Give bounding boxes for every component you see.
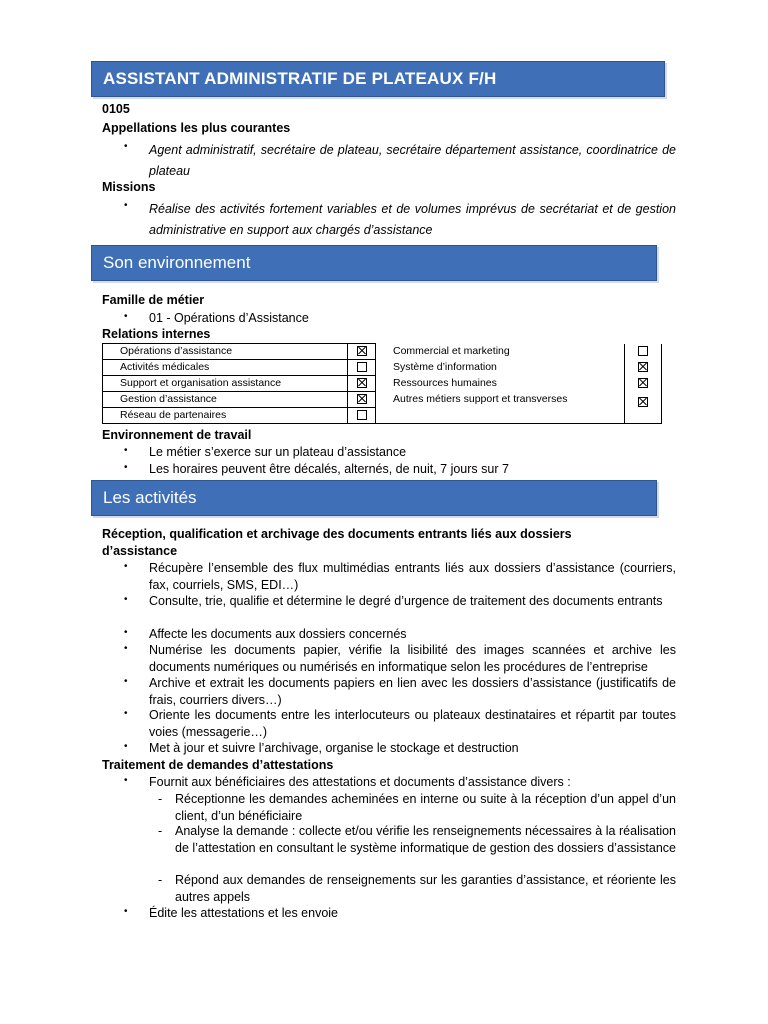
relation-checkbox[interactable]	[357, 346, 367, 356]
relation-label: Activités médicales	[103, 360, 348, 376]
list-item: Met à jour et suivre l’archivage, organise le stockage et destruction	[149, 741, 519, 755]
relation-checkbox[interactable]	[357, 362, 367, 372]
dash-icon: -	[158, 873, 163, 887]
section-banner-environnement	[91, 245, 657, 281]
section-banner-activites	[91, 480, 657, 516]
list-item: Récupère l’ensemble des flux multimédias entrants liés aux dossiers d’assistance (courriers, fax, courriels, SMS, EDI…)	[149, 561, 676, 592]
reception-heading: Réception, qualification et archivage des documents entrants liés aux dossiers	[102, 527, 572, 541]
missions-item: Réalise des activités fortement variables et de volumes imprévus de secrétariat et de gestion administrative en support aux chargés d’assistance	[149, 202, 676, 237]
table-row	[103, 344, 662, 360]
bullet-icon: •	[124, 906, 128, 917]
bullet-icon: •	[124, 775, 128, 786]
section-title: Les activités	[103, 488, 197, 507]
list-item: Affecte les documents aux dossiers concernés	[149, 627, 407, 641]
bullet-icon: •	[124, 462, 128, 473]
bullet-icon: •	[124, 561, 128, 572]
sub-list-item: Analyse la demande : collecte et/ou vérifie les renseignements nécessaires à la réalisation de l’attestation en consultant le système informatique de gestion des dossiers d’assistance	[175, 824, 676, 855]
relation-checkbox[interactable]	[638, 362, 648, 372]
reception-heading-cont: d’assistance	[102, 544, 178, 558]
famille-heading: Famille de métier	[102, 293, 205, 307]
list-item: Numérise les documents papier, vérifie la lisibilité des images scannées et archive les documents numériques ou numérisés en informatique selon les procédures de l’entreprise	[149, 643, 676, 674]
bullet-icon: •	[124, 141, 128, 152]
relation-checkbox[interactable]	[357, 378, 367, 388]
relation-label: Opérations d’assistance	[103, 344, 348, 360]
page-title: ASSISTANT ADMINISTRATIF DE PLATEAUX F/H	[103, 69, 497, 88]
relation-label: Support et organisation assistance	[103, 376, 348, 392]
relation-label: Réseau de partenaires	[103, 408, 348, 424]
relation-checkbox[interactable]	[638, 378, 648, 388]
bullet-icon: •	[124, 200, 128, 211]
relation-checkbox[interactable]	[357, 410, 367, 420]
list-item: Archive et extrait les documents papiers en lien avec les dossiers d’assistance (justificatifs de frais, courriers divers…)	[149, 676, 676, 707]
travail-item: Le métier s’exerce sur un plateau d’assistance	[149, 445, 407, 459]
bullet-icon: •	[124, 445, 128, 456]
travail-item: Les horaires peuvent être décalés, alternés, de nuit, 7 jours sur 7	[149, 462, 509, 476]
relation-checkbox[interactable]	[357, 394, 367, 404]
table-row	[103, 360, 662, 376]
missions-heading: Missions	[102, 180, 156, 194]
dash-icon: -	[158, 792, 163, 806]
relations-table	[102, 343, 662, 424]
bullet-icon: •	[124, 627, 128, 638]
job-code: 0105	[102, 102, 130, 116]
appellations-heading: Appellations les plus courantes	[102, 121, 291, 135]
section-title: Son environnement	[103, 253, 251, 272]
relation-label: Système d’information	[376, 360, 625, 376]
bullet-icon: •	[124, 741, 128, 752]
bullet-icon: •	[124, 594, 128, 605]
relation-label: Ressources humaines	[376, 376, 625, 392]
relation-checkbox[interactable]	[638, 346, 648, 356]
bullet-icon: •	[124, 643, 128, 654]
list-item: Consulte, trie, qualifie et détermine le degré d’urgence de traitement des documents entrants	[149, 594, 663, 608]
dash-icon: -	[158, 824, 163, 838]
relation-label: Commercial et marketing	[376, 344, 625, 360]
travail-heading: Environnement de travail	[102, 428, 252, 442]
sub-list-item: Répond aux demandes de renseignements sur les garanties d’assistance, et réoriente les autres appels	[175, 873, 676, 904]
relation-label: Gestion d’assistance	[103, 392, 348, 408]
list-item: Édite les attestations et les envoie	[149, 906, 339, 920]
relation-label: Autres métiers support et transverses	[376, 392, 625, 424]
table-row	[103, 392, 662, 408]
table-row	[103, 376, 662, 392]
sub-list-item: Réceptionne les demandes acheminées en interne ou suite à la réception d’un appel d’un client, d’un bénéficiaire	[175, 792, 676, 823]
bullet-icon: •	[124, 311, 128, 322]
bullet-icon: •	[124, 708, 128, 719]
traitement-heading: Traitement de demandes d’attestations	[102, 758, 334, 772]
famille-value: 01 - Opérations d’Assistance	[149, 311, 309, 325]
list-item: Oriente les documents entre les interlocuteurs ou plateaux destinataires et répartit par toutes voies (messagerie…)	[149, 708, 676, 739]
appellations-item: Agent administratif, secrétaire de plateau, secrétaire département assistance, coordinatrice de plateau	[149, 143, 676, 178]
list-item: Fournit aux bénéficiaires des attestations et documents d’assistance divers :	[149, 775, 571, 789]
bullet-icon: •	[124, 676, 128, 687]
title-banner	[91, 61, 665, 97]
relations-heading: Relations internes	[102, 327, 211, 341]
relation-checkbox[interactable]	[638, 397, 648, 407]
